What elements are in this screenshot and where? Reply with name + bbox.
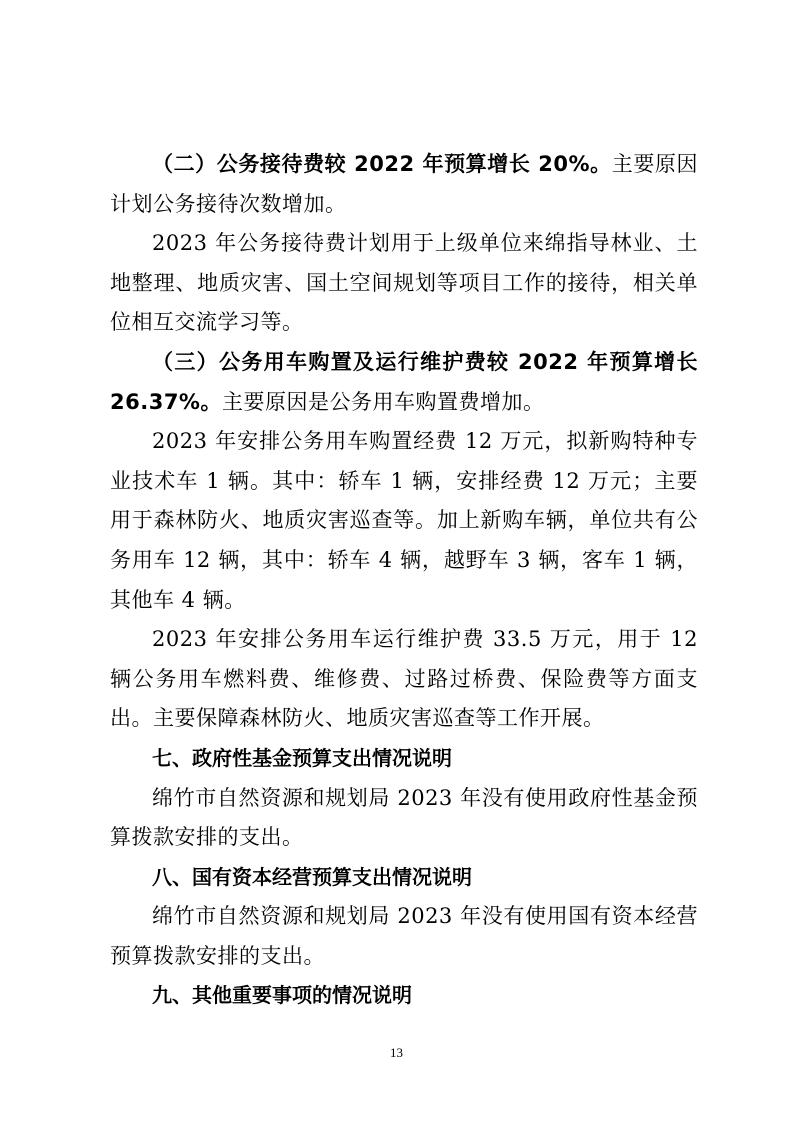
paragraph-state-capital: 绵竹市自然资源和规划局 2023 年没有使用国有资本经营预算拨款安排的支出。: [110, 904, 698, 968]
paragraph-vehicle-maintenance: 2023 年安排公务用车运行维护费 33.5 万元，用于 12 辆公务用车燃料费、维修费、过路过桥费、保险费等方面支出。主要保障森林防火、地质灾害巡查等工作开展。: [110, 627, 698, 731]
document-body: [110, 145, 698, 1016]
paragraph-vehicle-fee: [110, 343, 698, 422]
heading-government-fund: 七、政府性基金预算支出情况说明: [152, 745, 452, 770]
paragraph-reception-fee: [110, 145, 698, 224]
paragraph-government-fund: 绵竹市自然资源和规划局 2023 年没有使用政府性基金预算拨款安排的支出。: [110, 785, 698, 850]
page-number: 13: [390, 1045, 403, 1060]
bold-lead-reception-fee: （二）公务接待费较 2022 年预算增长 20%。: [152, 152, 612, 176]
heading-state-capital: 八、国有资本经营预算支出情况说明: [152, 864, 472, 889]
paragraph-vehicle-purchase: 2023 年安排公务用车购置经费 12 万元，拟新购特种专业技术车 1 辆。其中：轿车 1 辆，安排经费 12 万元；主要用于森林防火、地质灾害巡查等。加上新购车辆，单位共有公务用车 12 辆，其中：轿车 4 辆，越野车 3 辆，客车 1 辆，其他车 4 辆。: [110, 429, 698, 612]
paragraph-reception-plan: 2023 年公务接待费计划用于上级单位来绵指导林业、土地整理、地质灾害、国土空间规划等项目工作的接待，相关单位相互交流学习等。: [110, 231, 698, 335]
heading-other-matters: 九、其他重要事项的情况说明: [152, 983, 412, 1008]
text-vehicle-fee-reason: 主要原因是公务用车购置费增加。: [221, 389, 545, 414]
text-reception-fee-reason: 主要原因计划公务接待次数增加。: [110, 152, 699, 216]
bold-lead-vehicle-fee: （三）公务用车购置及运行维护费较 2022 年预算增长 26.37%。: [110, 349, 698, 414]
